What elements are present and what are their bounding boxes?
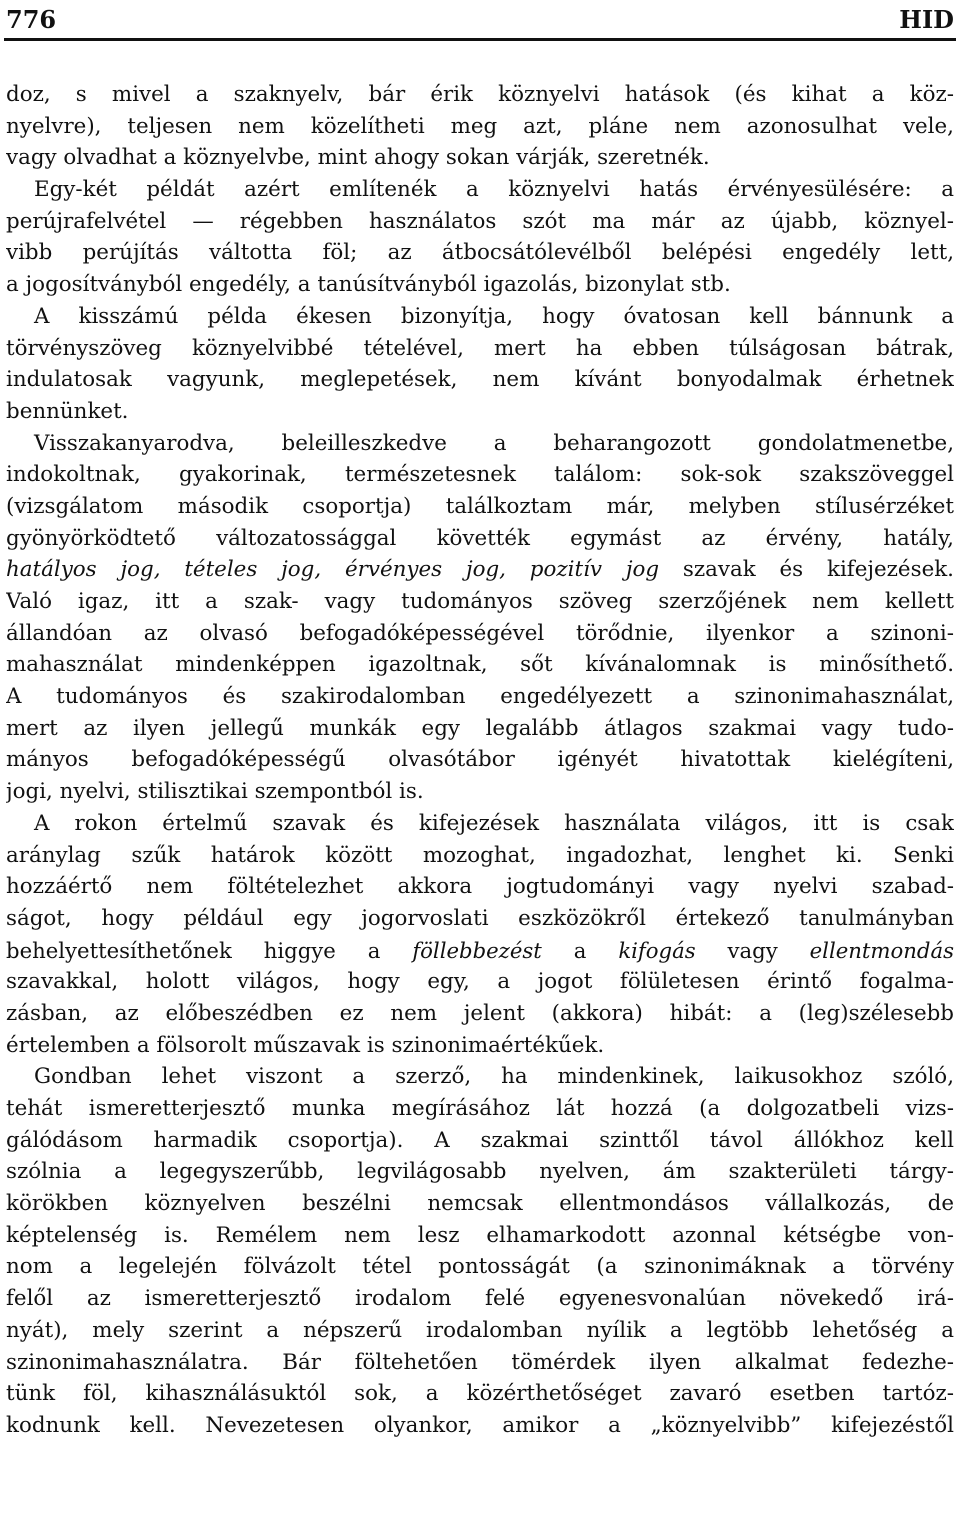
text-run: vagy bbox=[695, 937, 810, 963]
text-run: gyönyörködtető változatossággal követték egymást az érvény, hatály, bbox=[6, 525, 954, 551]
text-line bbox=[6, 142, 954, 174]
text-run: mahasználat mindenképpen igazoltnak, sőt kívánalomnak is minősíthető. bbox=[6, 652, 954, 678]
text-run: állandóan az olvasó befogadóképességével törődnie, ilyenkor a szinoni- bbox=[6, 620, 954, 646]
text-run: nyát), mely szerint a népszerű irodalomban nyílik a legtöbb lehetőség a bbox=[6, 1317, 954, 1343]
text-line bbox=[6, 174, 954, 206]
text-run: doz, s mivel a szaknyelv, bár érik köznyelvi hatások (és kihat a köz- bbox=[6, 82, 954, 107]
text-line bbox=[6, 966, 954, 998]
text-line bbox=[6, 618, 954, 650]
text-run: a jogosítványból engedély, a tanúsítványból igazolás, bizonylat stb. bbox=[6, 272, 731, 298]
text-run: mányos befogadóképességű olvasótábor igényét hivatottak kielégíteni, bbox=[6, 747, 954, 773]
text-run: (vizsgálatom második csoportja) találkoztam már, melyben stílusérzéket bbox=[6, 493, 954, 519]
text-line bbox=[6, 1125, 954, 1157]
text-line bbox=[6, 523, 954, 555]
text-run: A kisszámú példa ékesen bizonyítja, hogy óvatosan kell bánnunk a bbox=[34, 303, 954, 329]
text-line bbox=[6, 840, 954, 872]
text-line bbox=[6, 428, 954, 460]
text-run: nyelvre), teljesen nem közelítheti meg azt, pláne nem azonosulhat vele, bbox=[6, 113, 954, 139]
text-line bbox=[6, 491, 954, 523]
text-run: vagy olvadhat a köznyelvbe, mint ahogy sokan várják, szeretnék. bbox=[6, 145, 710, 171]
italic-term: hatályos jog, tételes jog, érvényes jog, pozitív jog bbox=[6, 557, 660, 583]
text-run: képtelenség is. Remélem nem lesz elhamarkodott azonnal kétségbe von- bbox=[6, 1222, 954, 1248]
text-run: Visszakanyarodva, beleilleszkedve a beharangozott gondolatmenetbe, bbox=[34, 430, 954, 456]
text-run: szavakkal, holott világos, hogy egy, a jogot fölületesen érintő fogalma- bbox=[6, 969, 954, 995]
text-line bbox=[6, 1220, 954, 1252]
text-run: körökben köznyelven beszélni nemcsak ellentmondásos vállalkozás, de bbox=[6, 1191, 954, 1217]
text-line bbox=[6, 1188, 954, 1220]
text-line bbox=[6, 744, 954, 776]
text-run: szólnia a legegyszerűbb, legvilágosabb nyelven, ám szakterületi tárgy- bbox=[6, 1159, 954, 1185]
text-run: A tudományos és szakirodalomban engedélyezett a szinonimahasználat, bbox=[6, 684, 954, 710]
text-run: értelemben a fölsorolt műszavak is szinonimaértékűek. bbox=[6, 1032, 605, 1058]
text-line bbox=[6, 776, 954, 808]
text-run: zásban, az előbeszédben ez nem jelent (akkora) hibát: a (leg)szélesebb bbox=[6, 1000, 954, 1026]
header-rule bbox=[4, 38, 956, 41]
text-run: ságot, hogy például egy jogorvoslati eszközökről értekező tanulmányban bbox=[6, 905, 954, 931]
text-run: felől az ismeretterjesztő irodalom felé egyenesvonalúan növekedő irá- bbox=[6, 1286, 954, 1312]
text-line bbox=[6, 681, 954, 713]
text-run: gálódásom harmadik csoportja). A szakmai szinttől távol állókhoz kell bbox=[6, 1127, 954, 1153]
text-run: Egy-két példát azért említenék a köznyelvi hatás érvényesülésére: a bbox=[34, 177, 954, 203]
italic-term: föllebbezést bbox=[412, 937, 542, 963]
text-run: szinonimahasználatra. Bár föltehetően tömérdek ilyen alkalmat fedezhe- bbox=[6, 1349, 954, 1375]
text-run: aránylag szűk határok között mozoghat, ingadozhat, lenghet ki. Senki bbox=[6, 842, 954, 868]
text-run: mert az ilyen jellegű munkák egy legalább átlagos szakmai vagy tudo- bbox=[6, 715, 954, 741]
text-line bbox=[6, 1315, 954, 1347]
text-run: törvényszöveg köznyelvibbé tételével, mert ha ebben túlságosan bátrak, bbox=[6, 335, 954, 361]
text-run: behelyettesíthetőnek higgye a bbox=[6, 937, 413, 963]
text-line bbox=[6, 237, 954, 269]
text-run: perújrafelvétel — régebben használatos szót ma már az újabb, köznyel- bbox=[6, 208, 954, 234]
text-run: indulatosak vagyunk, meglepetések, nem kívánt bonyodalmak érhetnek bbox=[6, 367, 954, 393]
text-line bbox=[6, 1093, 954, 1125]
text-line bbox=[6, 935, 954, 967]
text-run: vibb perújítás váltotta föl; az átbocsátólevélből belépési engedély lett, bbox=[6, 240, 954, 266]
text-run: nom a legelején fölvázolt tétel pontosságát (a szinonimáknak a törvény bbox=[6, 1254, 954, 1280]
body-text bbox=[6, 79, 954, 1442]
italic-term: ellentmondás bbox=[809, 937, 954, 963]
text-line bbox=[6, 269, 954, 301]
text-line bbox=[6, 808, 954, 840]
text-run: Való igaz, itt a szak- vagy tudományos szöveg szerzőjének nem kellett bbox=[6, 589, 954, 614]
text-line bbox=[6, 1410, 954, 1442]
text-line bbox=[6, 554, 954, 586]
text-line bbox=[6, 459, 954, 491]
text-run: A rokon értelmű szavak és kifejezések használata világos, itt is csak bbox=[34, 810, 954, 836]
text-line bbox=[6, 396, 954, 428]
text-line bbox=[6, 1378, 954, 1410]
text-line bbox=[6, 1030, 954, 1062]
text-line bbox=[6, 1283, 954, 1315]
italic-term: kifogás bbox=[618, 937, 696, 963]
text-run: bennünket. bbox=[6, 398, 129, 424]
text-run: hozzáértő nem föltételezhet akkora jogtudományi vagy nyelvi szabad- bbox=[6, 874, 954, 900]
text-line bbox=[6, 206, 954, 238]
text-line bbox=[6, 364, 954, 396]
text-line bbox=[6, 649, 954, 681]
text-run: tehát ismeretterjesztő munka megírásához lát hozzá (a dolgozatbeli vizs- bbox=[6, 1096, 954, 1121]
text-line bbox=[6, 111, 954, 143]
running-head bbox=[6, 6, 954, 34]
text-run: Gondban lehet viszont a szerző, ha mindenkinek, laikusokhoz szóló, bbox=[34, 1064, 954, 1090]
text-run: tünk föl, kihasználásuktól sok, a közérthetőséget zavaró esetben tartóz- bbox=[6, 1381, 954, 1407]
text-line bbox=[6, 903, 954, 935]
text-line bbox=[6, 79, 954, 111]
journal-code: HID bbox=[899, 5, 954, 34]
text-line bbox=[6, 1061, 954, 1093]
text-line bbox=[6, 871, 954, 903]
text-line bbox=[6, 713, 954, 745]
text-line bbox=[6, 333, 954, 365]
text-run: jogi, nyelvi, stilisztikai szempontból is. bbox=[6, 779, 424, 805]
text-line bbox=[6, 1251, 954, 1283]
text-line bbox=[6, 1156, 954, 1188]
text-run: kodnunk kell. Nevezetesen olyankor, amikor a „köznyelvibb” kifejezéstől bbox=[6, 1412, 954, 1438]
text-line bbox=[6, 998, 954, 1030]
text-run: szavak és kifejezések. bbox=[659, 557, 954, 583]
page-number: 776 bbox=[6, 5, 57, 34]
text-line bbox=[6, 586, 954, 618]
text-line bbox=[6, 301, 954, 333]
text-run: indokoltnak, gyakorinak, természetesnek találom: sok-sok szakszöveggel bbox=[6, 462, 954, 488]
text-line bbox=[6, 1347, 954, 1379]
text-run: a bbox=[541, 937, 619, 963]
